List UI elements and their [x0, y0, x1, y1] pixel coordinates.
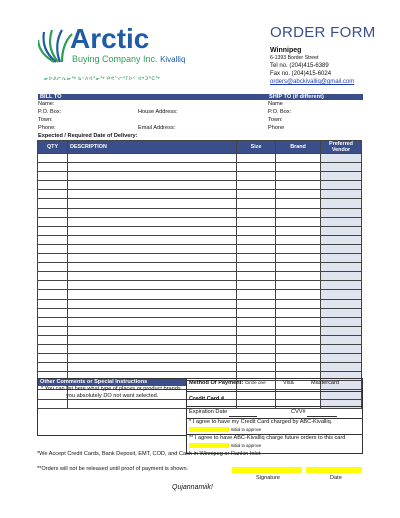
expiration-label: Expiration Date	[189, 409, 228, 415]
size-cell[interactable]	[237, 208, 276, 217]
comments-box	[37, 378, 187, 436]
description-cell[interactable]	[68, 244, 237, 253]
brand-cell[interactable]	[276, 208, 321, 217]
order-table	[37, 140, 362, 409]
ship-name-label: Name	[268, 101, 283, 107]
table-row	[38, 226, 362, 235]
col-brand: Brand	[276, 141, 321, 154]
table-row	[38, 254, 362, 263]
qty-cell[interactable]	[38, 272, 68, 281]
qty-cell[interactable]	[38, 235, 68, 244]
table-row	[38, 154, 362, 163]
company-info	[270, 46, 354, 86]
size-cell[interactable]	[237, 181, 276, 190]
logo-subtitle-text: Buying Company Inc.	[72, 54, 158, 64]
ship-phone-label: Phone	[268, 125, 285, 131]
table-row	[38, 235, 362, 244]
brand-cell[interactable]	[276, 190, 321, 199]
table-row	[38, 344, 362, 353]
company-address: 6-1393 Border Street	[270, 55, 319, 61]
brand-cell[interactable]	[276, 354, 321, 363]
size-cell[interactable]	[237, 190, 276, 199]
description-cell[interactable]	[68, 254, 237, 263]
company-city: Winnipeg	[270, 47, 302, 54]
credit-card-label: Credit Card #	[189, 396, 225, 402]
cvv-label: CVV#	[291, 409, 306, 415]
signature-field[interactable]	[232, 467, 302, 473]
bill-email-label: Email Address:	[138, 125, 176, 131]
description-cell[interactable]	[68, 190, 237, 199]
size-cell[interactable]	[237, 199, 276, 208]
brand-cell[interactable]	[276, 217, 321, 226]
size-cell[interactable]	[237, 317, 276, 326]
table-row	[38, 244, 362, 253]
description-cell[interactable]	[68, 199, 237, 208]
table-row	[38, 354, 362, 363]
brand-cell[interactable]	[276, 308, 321, 317]
table-row	[38, 272, 362, 281]
description-cell[interactable]	[68, 344, 237, 353]
agree-card-initial-row	[187, 426, 362, 434]
ship-pobox-label: P.O. Box:	[268, 109, 292, 115]
qty-cell[interactable]	[38, 263, 68, 272]
comments-hint-2: you absolutely DO not want selected.	[66, 393, 159, 399]
agree-card-text: * I agree to have my Credit Card charged by ABC-Kivalliq.	[189, 419, 333, 425]
table-row	[38, 363, 362, 372]
brand-cell[interactable]	[276, 344, 321, 353]
qty-cell[interactable]	[38, 244, 68, 253]
agree-card-initial-label: Initial to approve	[230, 427, 262, 432]
logo-region: Kivalliq	[160, 55, 186, 64]
description-cell[interactable]	[68, 208, 237, 217]
table-row	[38, 326, 362, 335]
qty-cell[interactable]	[38, 308, 68, 317]
brand-cell[interactable]	[276, 244, 321, 253]
col-description: DESCRIPTION	[68, 141, 237, 154]
order-table-header	[38, 141, 362, 154]
brand-cell[interactable]	[276, 281, 321, 290]
brand-cell[interactable]	[276, 181, 321, 190]
bill-town-label: Town:	[38, 117, 53, 123]
brand-cell[interactable]	[276, 290, 321, 299]
logo	[38, 24, 198, 84]
description-cell[interactable]	[68, 335, 237, 344]
company-fax: Fax no. (204)415-6024	[270, 71, 332, 77]
logo-subtitle	[72, 54, 185, 65]
qty-cell[interactable]	[38, 163, 68, 172]
bill-pobox-label: P.O. Box:	[38, 109, 62, 115]
qty-cell[interactable]	[38, 354, 68, 363]
vendor-cell[interactable]	[321, 299, 362, 308]
brand-cell[interactable]	[276, 335, 321, 344]
ship-to-header-text: SHIP TO (if different)	[269, 94, 324, 100]
credit-card-field[interactable]	[233, 392, 361, 406]
description-cell[interactable]	[68, 272, 237, 281]
size-cell[interactable]	[237, 254, 276, 263]
vendor-cell[interactable]	[321, 344, 362, 353]
agree-future-initial-label: Initial to approve	[230, 443, 262, 448]
qty-cell[interactable]	[38, 154, 68, 163]
vendor-cell[interactable]	[321, 190, 362, 199]
delivery-date-label: Expected / Required Date of Delivery:	[38, 133, 138, 139]
description-cell[interactable]	[68, 226, 237, 235]
description-cell[interactable]	[68, 354, 237, 363]
agree-future-text: ** I agree to have ABC-Kivalliq charge future orders to this card	[189, 435, 346, 441]
payment-box	[186, 378, 363, 454]
table-row	[38, 299, 362, 308]
table-row	[38, 199, 362, 208]
description-cell[interactable]	[68, 217, 237, 226]
vendor-cell[interactable]	[321, 308, 362, 317]
table-row	[38, 208, 362, 217]
qty-cell[interactable]	[38, 254, 68, 263]
table-row	[38, 172, 362, 181]
brand-cell[interactable]	[276, 226, 321, 235]
payment-method-label: Method Of Payment:	[189, 380, 244, 386]
ship-town-label: Town:	[268, 117, 283, 123]
signature-label: Signature	[256, 475, 280, 481]
table-row	[38, 335, 362, 344]
qty-cell[interactable]	[38, 281, 68, 290]
vendor-cell[interactable]	[321, 317, 362, 326]
qty-cell[interactable]	[38, 326, 68, 335]
bill-house-label: House Address:	[138, 109, 178, 115]
payment-visa[interactable]: Visa	[283, 380, 294, 386]
order-rows	[38, 154, 362, 409]
description-cell[interactable]	[68, 154, 237, 163]
vendor-cell[interactable]	[321, 226, 362, 235]
qty-cell[interactable]	[38, 181, 68, 190]
description-cell[interactable]	[68, 172, 237, 181]
brand-cell[interactable]	[276, 154, 321, 163]
vendor-cell[interactable]	[321, 326, 362, 335]
release-note: **Orders will not be released until proof of payment is shown.	[37, 466, 189, 472]
size-cell[interactable]	[237, 299, 276, 308]
qty-cell[interactable]	[38, 335, 68, 344]
payment-method-row	[189, 379, 266, 387]
vendor-cell[interactable]	[321, 354, 362, 363]
vendor-cell[interactable]	[321, 272, 362, 281]
qty-cell[interactable]	[38, 344, 68, 353]
accepted-payments-note: *We Accept Credit Cards, Bank Deposit, EMT, COD, and Cash in Winnipeg or Rankin Inlet	[37, 451, 261, 457]
logo-burst-icon	[38, 28, 74, 64]
vendor-cell[interactable]	[321, 181, 362, 190]
qty-cell[interactable]	[38, 217, 68, 226]
col-size: Size	[237, 141, 276, 154]
vendor-cell[interactable]	[321, 244, 362, 253]
size-cell[interactable]	[237, 290, 276, 299]
qty-cell[interactable]	[38, 290, 68, 299]
logo-brand: Arctic	[70, 23, 150, 54]
date-field[interactable]	[306, 467, 362, 473]
page-title: ORDER FORM	[270, 24, 376, 41]
table-row	[38, 181, 362, 190]
agree-future-row	[187, 434, 362, 450]
vendor-cell[interactable]	[321, 254, 362, 263]
size-cell[interactable]	[237, 217, 276, 226]
vendor-cell[interactable]	[321, 163, 362, 172]
vendor-cell[interactable]	[321, 281, 362, 290]
description-cell[interactable]	[68, 290, 237, 299]
qty-cell[interactable]	[38, 190, 68, 199]
bill-to-header-text: BILL TO	[40, 94, 62, 100]
vendor-cell[interactable]	[321, 290, 362, 299]
brand-cell[interactable]	[276, 272, 321, 281]
agree-future-initial-row	[187, 442, 362, 450]
brand-cell[interactable]	[276, 317, 321, 326]
vendor-cell[interactable]	[321, 154, 362, 163]
qty-cell[interactable]	[38, 199, 68, 208]
table-row	[38, 308, 362, 317]
expiration-field[interactable]	[229, 410, 257, 417]
vendor-cell[interactable]	[321, 217, 362, 226]
size-cell[interactable]	[237, 244, 276, 253]
table-row	[38, 281, 362, 290]
thanks-text: Qujannamiik!	[172, 484, 213, 491]
cvv-field[interactable]	[307, 410, 337, 417]
comments-header	[38, 379, 186, 386]
company-email[interactable]: orders@abckivalliq@gmail.com	[270, 79, 355, 85]
brand-cell[interactable]	[276, 326, 321, 335]
size-cell[interactable]	[237, 363, 276, 372]
vendor-cell[interactable]	[321, 208, 362, 217]
vendor-cell[interactable]	[321, 172, 362, 181]
size-cell[interactable]	[237, 335, 276, 344]
size-cell[interactable]	[237, 263, 276, 272]
size-cell[interactable]	[237, 281, 276, 290]
size-cell[interactable]	[237, 272, 276, 281]
qty-cell[interactable]	[38, 299, 68, 308]
agree-card-initial-field[interactable]	[189, 427, 229, 432]
description-cell[interactable]	[68, 281, 237, 290]
payment-mastercard[interactable]: Mastercard	[311, 380, 339, 386]
brand-cell[interactable]	[276, 163, 321, 172]
table-row	[38, 163, 362, 172]
table-row	[38, 190, 362, 199]
size-cell[interactable]	[237, 344, 276, 353]
vendor-cell[interactable]	[321, 363, 362, 372]
size-cell[interactable]	[237, 172, 276, 181]
table-row	[38, 217, 362, 226]
comments-hint-1: * You can list here what type of places or product brands	[41, 386, 181, 392]
size-cell[interactable]	[237, 354, 276, 363]
bill-to-header	[38, 94, 267, 100]
company-tel: Tel no. (204)415-6389	[270, 63, 329, 69]
description-cell[interactable]	[68, 308, 237, 317]
description-cell[interactable]	[68, 363, 237, 372]
qty-cell[interactable]	[38, 226, 68, 235]
date-label: Date	[330, 475, 342, 481]
vendor-cell[interactable]	[321, 335, 362, 344]
ship-to-header	[267, 94, 363, 100]
payment-circle-hint: Circle one	[244, 380, 266, 385]
description-cell[interactable]	[68, 263, 237, 272]
brand-cell[interactable]	[276, 199, 321, 208]
bill-name-label: Name:	[38, 101, 55, 107]
qty-cell[interactable]	[38, 172, 68, 181]
table-row	[38, 290, 362, 299]
description-cell[interactable]	[68, 299, 237, 308]
qty-cell[interactable]	[38, 208, 68, 217]
brand-cell[interactable]	[276, 363, 321, 372]
agree-future-initial-field[interactable]	[189, 443, 229, 448]
size-cell[interactable]	[237, 326, 276, 335]
description-cell[interactable]	[68, 235, 237, 244]
size-cell[interactable]	[237, 308, 276, 317]
col-qty: QTY	[38, 141, 68, 154]
brand-cell[interactable]	[276, 254, 321, 263]
vendor-cell[interactable]	[321, 235, 362, 244]
qty-cell[interactable]	[38, 363, 68, 372]
agree-card-row	[187, 418, 362, 434]
size-cell[interactable]	[237, 226, 276, 235]
description-cell[interactable]	[68, 163, 237, 172]
table-row	[38, 317, 362, 326]
credit-card-row	[187, 391, 362, 407]
description-cell[interactable]	[68, 181, 237, 190]
brand-cell[interactable]	[276, 172, 321, 181]
table-row	[38, 263, 362, 272]
brand-cell[interactable]	[276, 299, 321, 308]
description-cell[interactable]	[68, 326, 237, 335]
vendor-cell[interactable]	[321, 199, 362, 208]
description-cell[interactable]	[68, 317, 237, 326]
size-cell[interactable]	[237, 154, 276, 163]
col-vendor: Preferred Vendor	[321, 141, 362, 154]
vendor-cell[interactable]	[321, 263, 362, 272]
logo-syllabics: ᓂᐅᕕᓕᕆᓂᖅ ᑲᑉᐱᐊᕐᓂᖅ ᑭᕙᓪᓕᕐᒥᐅᑦ ᐊᒃᑐᕐᑕᖅ	[44, 76, 161, 82]
bill-phone-label: Phone:	[38, 125, 56, 131]
brand-cell[interactable]	[276, 235, 321, 244]
size-cell[interactable]	[237, 163, 276, 172]
qty-cell[interactable]	[38, 317, 68, 326]
brand-cell[interactable]	[276, 263, 321, 272]
comments-header-text: Other Comments or Special Instructions	[40, 379, 148, 385]
size-cell[interactable]	[237, 235, 276, 244]
